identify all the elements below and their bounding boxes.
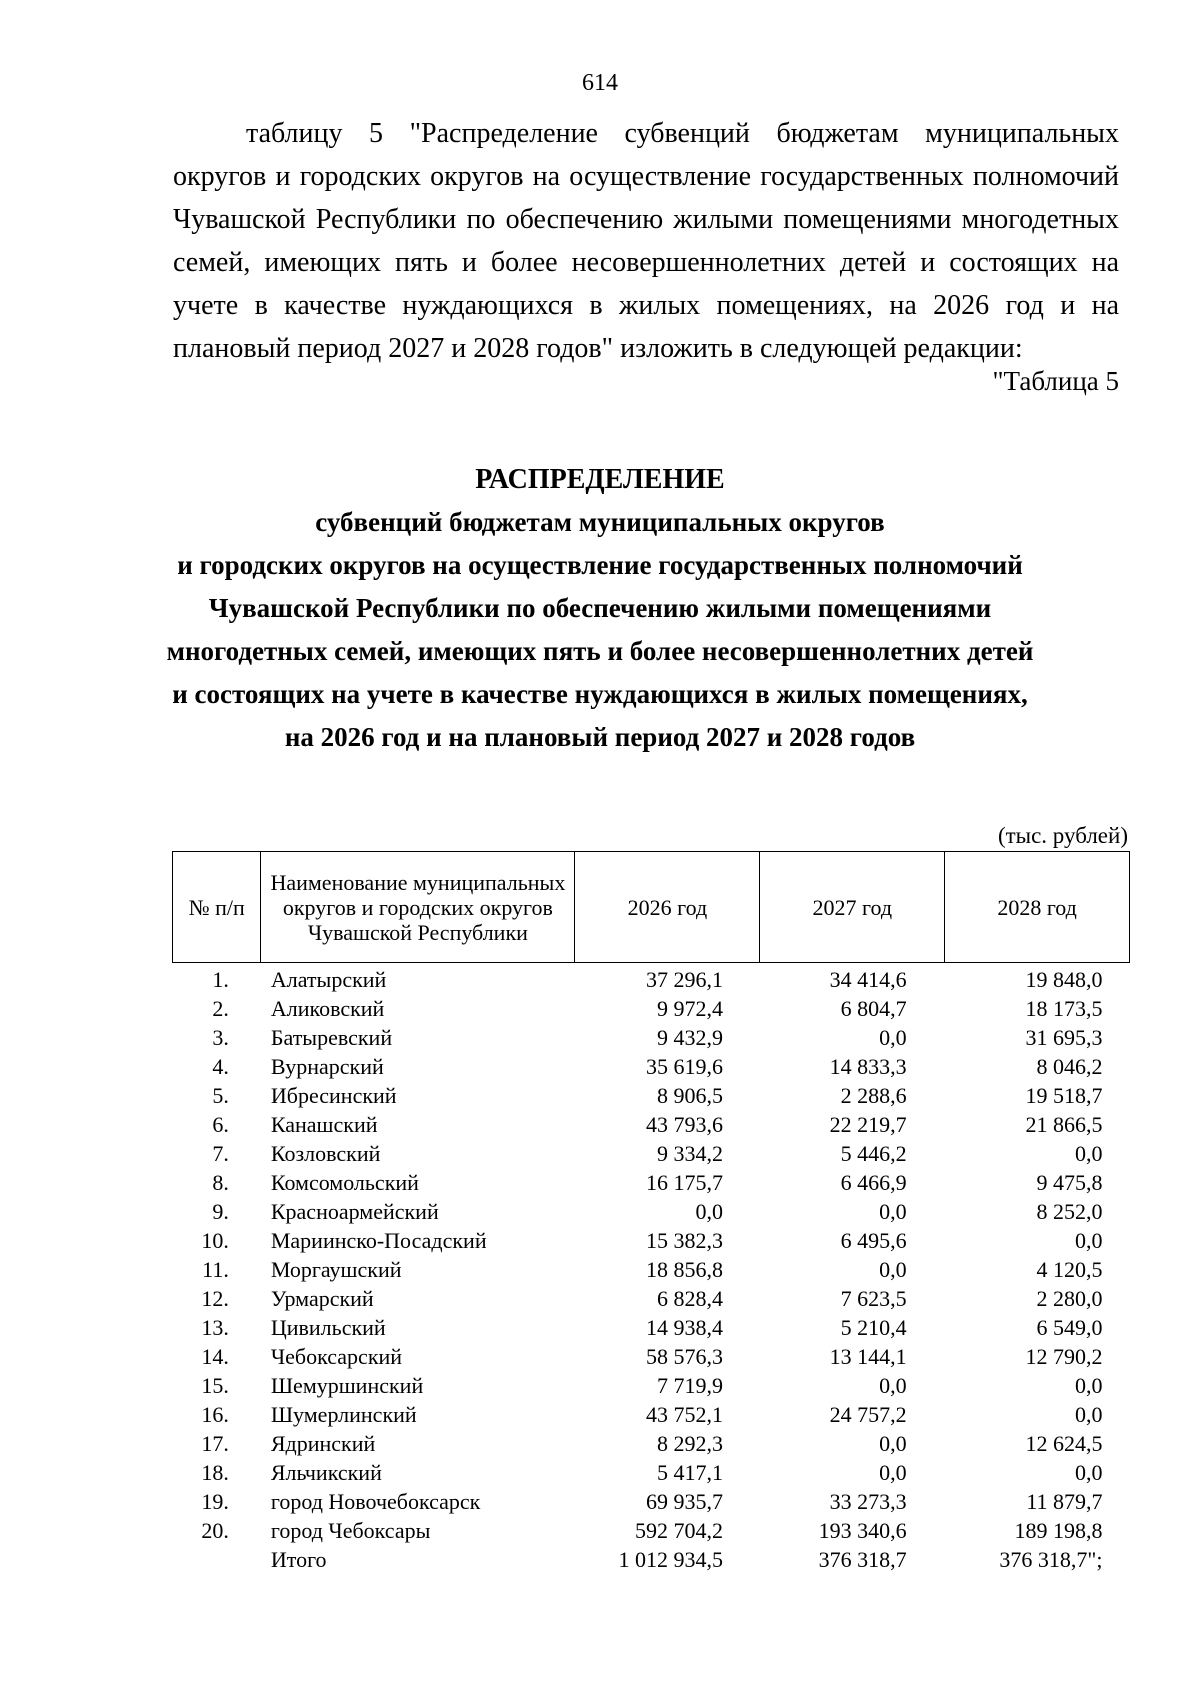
row-value-2028: 0,0 (1075, 1228, 1103, 1253)
row-value-2026: 0,0 (695, 1199, 723, 1224)
row-value-2027: 6 495,6 (840, 1228, 907, 1253)
heading-line: субвенций бюджетам муниципальных округов (315, 507, 885, 537)
table-row (173, 1458, 1130, 1487)
row-value-2027: 0,0 (879, 1431, 907, 1456)
table-row (173, 1545, 1130, 1574)
heading-line: на 2026 год и на плановый период 2027 и 2028 годов (284, 722, 916, 752)
table-row (173, 994, 1130, 1023)
table-row (173, 1197, 1130, 1226)
row-value-2027: 0,0 (879, 1257, 907, 1282)
row-value-2027: 376 318,7 (818, 1547, 907, 1572)
col-header-num: № п/п (173, 852, 261, 963)
table-body (173, 963, 1130, 1575)
row-number: 10. (201, 1228, 229, 1253)
row-name: город Чебоксары (270, 1518, 431, 1543)
row-value-2027: 33 273,3 (829, 1489, 907, 1514)
row-number: 8. (212, 1170, 229, 1195)
row-value-2026: 9 432,9 (656, 1025, 723, 1050)
row-value-2027: 13 144,1 (829, 1344, 907, 1369)
row-number: 18. (201, 1460, 229, 1485)
row-value-2028: 0,0 (1075, 1373, 1103, 1398)
row-name: Шумерлинский (270, 1402, 417, 1427)
row-value-2026: 43 752,1 (645, 1402, 723, 1427)
row-value-2027: 7 623,5 (840, 1286, 907, 1311)
row-value-2028: 6 549,0 (1036, 1315, 1103, 1340)
col-header-2027: 2027 год (760, 852, 945, 963)
row-value-2027: 2 288,6 (840, 1083, 907, 1108)
table-row (173, 1342, 1130, 1371)
subsidy-table (172, 851, 1130, 1574)
table-row (173, 1313, 1130, 1342)
row-number: 13. (201, 1315, 229, 1340)
row-name: город Новочебоксарск (270, 1489, 481, 1514)
row-value-2027: 5 210,4 (840, 1315, 907, 1340)
row-name: Урмарский (270, 1286, 374, 1311)
row-value-2027: 0,0 (879, 1025, 907, 1050)
row-value-2026: 8 292,3 (656, 1431, 723, 1456)
row-name: Алатырский (270, 967, 387, 992)
row-value-2027: 0,0 (879, 1373, 907, 1398)
row-number: 3. (212, 1025, 229, 1050)
heading-line: многодетных семей, имеющих пять и более несовершеннолетних детей (166, 636, 1034, 666)
table-row (173, 1516, 1130, 1545)
row-value-2026: 6 828,4 (656, 1286, 723, 1311)
row-value-2028: 31 695,3 (1025, 1025, 1103, 1050)
row-number: 2. (212, 996, 229, 1021)
table-row (173, 1371, 1130, 1400)
table-row (173, 1226, 1130, 1255)
row-number: 5. (212, 1083, 229, 1108)
table-row (173, 1168, 1130, 1197)
row-value-2028: 0,0 (1075, 1141, 1103, 1166)
row-value-2028: 11 879,7 (1026, 1489, 1103, 1514)
row-value-2027: 6 466,9 (840, 1170, 907, 1195)
row-value-2028: 0,0 (1075, 1460, 1103, 1485)
table-row (173, 1255, 1130, 1284)
row-number: 9. (212, 1199, 229, 1224)
row-value-2028: 18 173,5 (1025, 996, 1103, 1021)
row-name: Цивильский (270, 1315, 386, 1340)
heading-line: и состоящих на учете в качестве нуждающихся в жилых помещениях, (172, 679, 1028, 709)
row-name: Батыревский (270, 1025, 393, 1050)
row-number: 12. (201, 1286, 229, 1311)
row-name: Чебоксарский (270, 1344, 403, 1369)
row-number: 19. (201, 1489, 229, 1514)
row-number: 7. (212, 1141, 229, 1166)
row-number: 11. (202, 1257, 229, 1282)
table-row (173, 1487, 1130, 1516)
row-number: 17. (201, 1431, 229, 1456)
units-note: (тыс. рублей) (997, 823, 1128, 848)
row-value-2026: 18 856,8 (645, 1257, 723, 1282)
row-value-2028: 9 475,8 (1036, 1170, 1103, 1195)
row-name: Ибресинский (270, 1083, 397, 1108)
row-name: Ядринский (270, 1431, 376, 1456)
row-value-2026: 43 793,6 (645, 1112, 723, 1137)
row-value-2026: 592 704,2 (634, 1518, 723, 1543)
row-value-2026: 1 012 934,5 (618, 1547, 723, 1572)
row-value-2026: 7 719,9 (656, 1373, 723, 1398)
row-value-2028: 12 790,2 (1025, 1344, 1103, 1369)
row-value-2028: 8 252,0 (1036, 1199, 1103, 1224)
intro-text: таблицу 5 "Распределение субвенций бюджетам муниципальных округов и городских округов на осуществление государственных полномочий Чувашской Республики по обеспечению жилыми помещениями многодетных семей, имеющих пять и более несовершеннолетних детей и состоящих на учете в качестве нуждающихся в жилых помещениях, на 2026 год и на плановый период 2027 и 2028 годов" изложить в следующей редакции: (173, 118, 1119, 364)
row-value-2027: 193 340,6 (818, 1518, 907, 1543)
row-value-2026: 5 417,1 (656, 1460, 723, 1485)
row-value-2028: 19 848,0 (1025, 967, 1103, 992)
row-name: Козловский (270, 1141, 381, 1166)
row-value-2027: 5 446,2 (840, 1141, 907, 1166)
row-value-2026: 37 296,1 (645, 967, 723, 992)
row-value-2026: 58 576,3 (645, 1344, 723, 1369)
table-row (173, 1023, 1130, 1052)
row-value-2028: 376 318,7"; (999, 1547, 1103, 1572)
table-header-row (173, 852, 1130, 963)
row-value-2027: 0,0 (879, 1460, 907, 1485)
row-value-2028: 189 198,8 (1014, 1518, 1103, 1543)
heading-title: РАСПРЕДЕЛЕНИЕ (475, 464, 725, 495)
col-header-name: Наименование муниципальных округов и городских округов Чувашской Республики (261, 852, 575, 963)
row-number (173, 1545, 261, 1574)
row-name: Красноармейский (270, 1199, 439, 1224)
table-heading (100, 458, 1100, 759)
row-value-2027: 24 757,2 (829, 1402, 907, 1427)
row-name: Вурнарский (270, 1054, 384, 1079)
table-label: "Таблица 5 (992, 366, 1119, 396)
table-row (173, 1139, 1130, 1168)
row-value-2028: 2 280,0 (1036, 1286, 1103, 1311)
row-value-2026: 69 935,7 (645, 1489, 723, 1514)
row-name: Шемуршинский (270, 1373, 424, 1398)
row-number: 4. (212, 1054, 229, 1079)
col-header-2026: 2026 год (575, 852, 760, 963)
row-number: 6. (212, 1112, 229, 1137)
row-value-2028: 12 624,5 (1025, 1431, 1103, 1456)
page-number: 614 (582, 70, 618, 96)
row-value-2027: 34 414,6 (829, 967, 907, 992)
row-number: 14. (201, 1344, 229, 1369)
table-row (173, 1052, 1130, 1081)
row-value-2026: 15 382,3 (645, 1228, 723, 1253)
row-value-2028: 21 866,5 (1025, 1112, 1103, 1137)
row-name: Комсомольский (270, 1170, 419, 1195)
row-value-2026: 16 175,7 (645, 1170, 723, 1195)
row-value-2027: 0,0 (879, 1199, 907, 1224)
heading-line: Чувашской Республики по обеспечению жилыми помещениями (208, 593, 992, 623)
row-value-2028: 4 120,5 (1036, 1257, 1103, 1282)
row-number: 16. (201, 1402, 229, 1427)
table-row (173, 1110, 1130, 1139)
table-row (173, 963, 1130, 995)
table-row (173, 1081, 1130, 1110)
table-row (173, 1429, 1130, 1458)
row-value-2026: 9 972,4 (656, 996, 723, 1021)
row-value-2027: 22 219,7 (829, 1112, 907, 1137)
row-value-2026: 8 906,5 (656, 1083, 723, 1108)
table-row (173, 1400, 1130, 1429)
row-value-2027: 6 804,7 (840, 996, 907, 1021)
row-name: Мариинско-Посадский (270, 1228, 487, 1253)
row-value-2028: 19 518,7 (1025, 1083, 1103, 1108)
table-row (173, 1284, 1130, 1313)
row-value-2027: 14 833,3 (829, 1054, 907, 1079)
row-value-2028: 0,0 (1075, 1402, 1103, 1427)
row-value-2028: 8 046,2 (1036, 1054, 1103, 1079)
col-header-2028: 2028 год (945, 852, 1130, 963)
row-number: 1. (212, 967, 229, 992)
heading-line: и городских округов на осуществление государственных полномочий (177, 550, 1023, 580)
row-name: Итого (270, 1547, 327, 1572)
row-value-2026: 14 938,4 (645, 1315, 723, 1340)
row-name: Аликовский (270, 996, 385, 1021)
row-name: Яльчикский (270, 1460, 382, 1485)
row-value-2026: 35 619,6 (645, 1054, 723, 1079)
row-number: 15. (201, 1373, 229, 1398)
intro-paragraph (173, 112, 1119, 370)
row-number: 20. (201, 1518, 229, 1543)
row-name: Канашский (270, 1112, 378, 1137)
row-name: Моргаушский (270, 1257, 402, 1282)
row-value-2026: 9 334,2 (656, 1141, 723, 1166)
